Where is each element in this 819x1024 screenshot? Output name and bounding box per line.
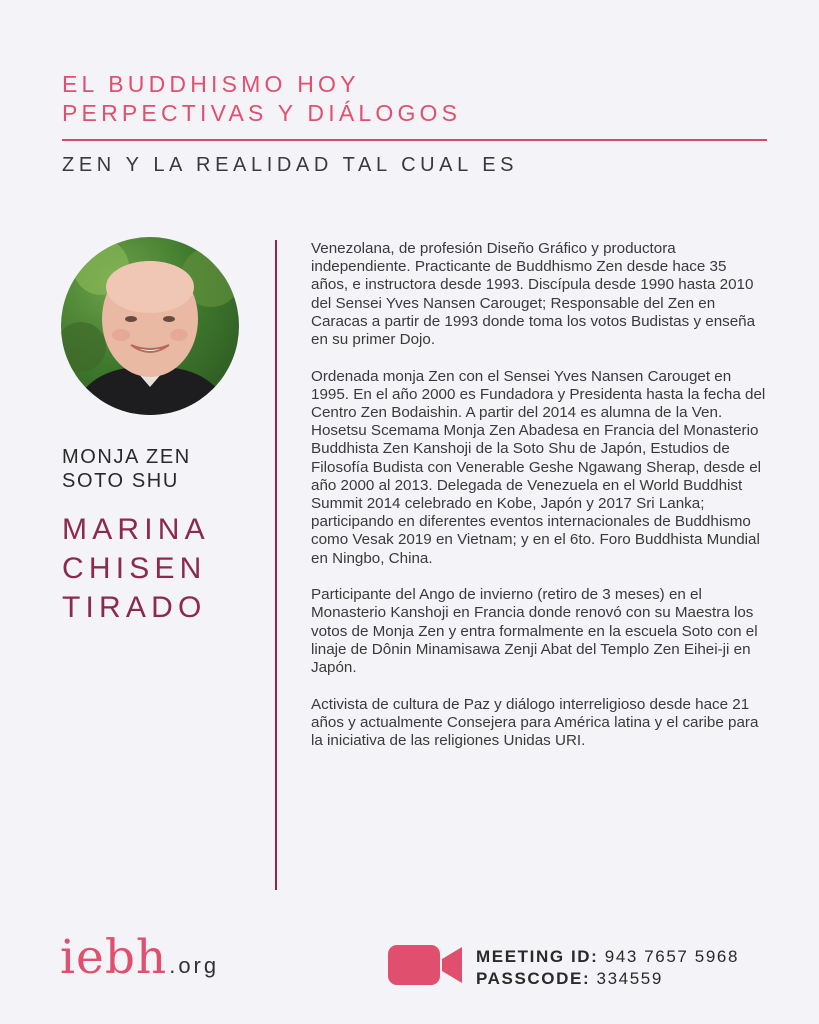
speaker-role-line1: MONJA ZEN [62, 446, 191, 468]
speaker-role [62, 445, 191, 493]
meeting-id-value: 943 7657 5968 [604, 947, 740, 966]
logo-tld: .org [169, 953, 220, 978]
speaker-name-line2: CHISEN [62, 552, 207, 585]
talk-subtitle: ZEN Y LA REALIDAD TAL CUAL ES [62, 154, 519, 176]
column-divider [275, 240, 277, 890]
speaker-bio [311, 240, 766, 769]
speaker-name-line3: TIRADO [62, 591, 207, 624]
event-title-line1: EL BUDDHISMO HOY [62, 71, 360, 97]
header-divider [62, 139, 767, 141]
logo-wordmark: iebh [60, 930, 168, 985]
video-camera-icon [388, 945, 464, 985]
speaker-name-line1: MARINA [62, 513, 210, 546]
bio-paragraph-3: Participante del Ango de invierno (retiro de 3 meses) en el Monasterio Kanshoji en Francia donde renovó con su Maestra los votos de Monja Zen y entra formalmente en la escuela Soto con el linaje de Dônin Minamisawa Zenji Abat del Templo Zen Eihei-ji en Japón. [311, 586, 758, 677]
bio-paragraph-4: Activista de cultura de Paz y diálogo interreligioso desde hace 21 años y actualmente Consejera para América latina y el caribe para la iniciativa de las religiones Unidas URI. [311, 695, 759, 750]
event-title [62, 70, 461, 128]
speaker-name [62, 510, 210, 627]
bio-paragraph-2: Ordenada monja Zen con el Sensei Yves Nansen Carouget en 1995. En el año 2000 es Fundadora y Presidenta hasta la fecha del Centro Zen Bodaishin. A partir del 2014 es alumna de la Ven. Hosetsu Scemama Monja Zen Abadesa en Francia del Monasterio Buddhista Zen Kanshoji de la Soto Shu de Japón, Estudios de Filosofía Budista con Venerable Geshe Ngawang Sherap, desde el año 2000 al 2013. Delegada de Venezuela en el World Buddhist Summit 2014 celebrado en Kobe, Japón y 2017 Sri Lanka; participando en diferentes eventos internacionales de Buddhismo como Vesak 2019 en Vietnam; y en el 6to. Foro Buddhista Mundial en Ningbo, China. [311, 367, 766, 567]
passcode-label: PASSCODE: [476, 969, 591, 988]
speaker-photo [61, 237, 239, 415]
iebh-logo [60, 930, 219, 985]
bio-paragraph-1: Venezolana, de profesión Diseño Gráfico y productora independiente. Practicante de Buddhismo Zen desde hace 35 años, e instructora desde 1993. Discípula desde 1990 hasta 2010 del Sensei Yves Nansen Carouget; Responsable del Zen en Caracas a partir de 1993 donde toma los votos Budistas y enseña en su primer Dojo. [311, 240, 756, 349]
speaker-role-line2: SOTO SHU [62, 470, 179, 492]
event-title-line2: PERPECTIVAS Y DIÁLOGOS [62, 100, 462, 126]
speaker-portrait-image [61, 237, 239, 415]
passcode-value: 334559 [596, 969, 663, 988]
meeting-info [476, 946, 739, 990]
meeting-id-label: MEETING ID: [476, 947, 599, 966]
